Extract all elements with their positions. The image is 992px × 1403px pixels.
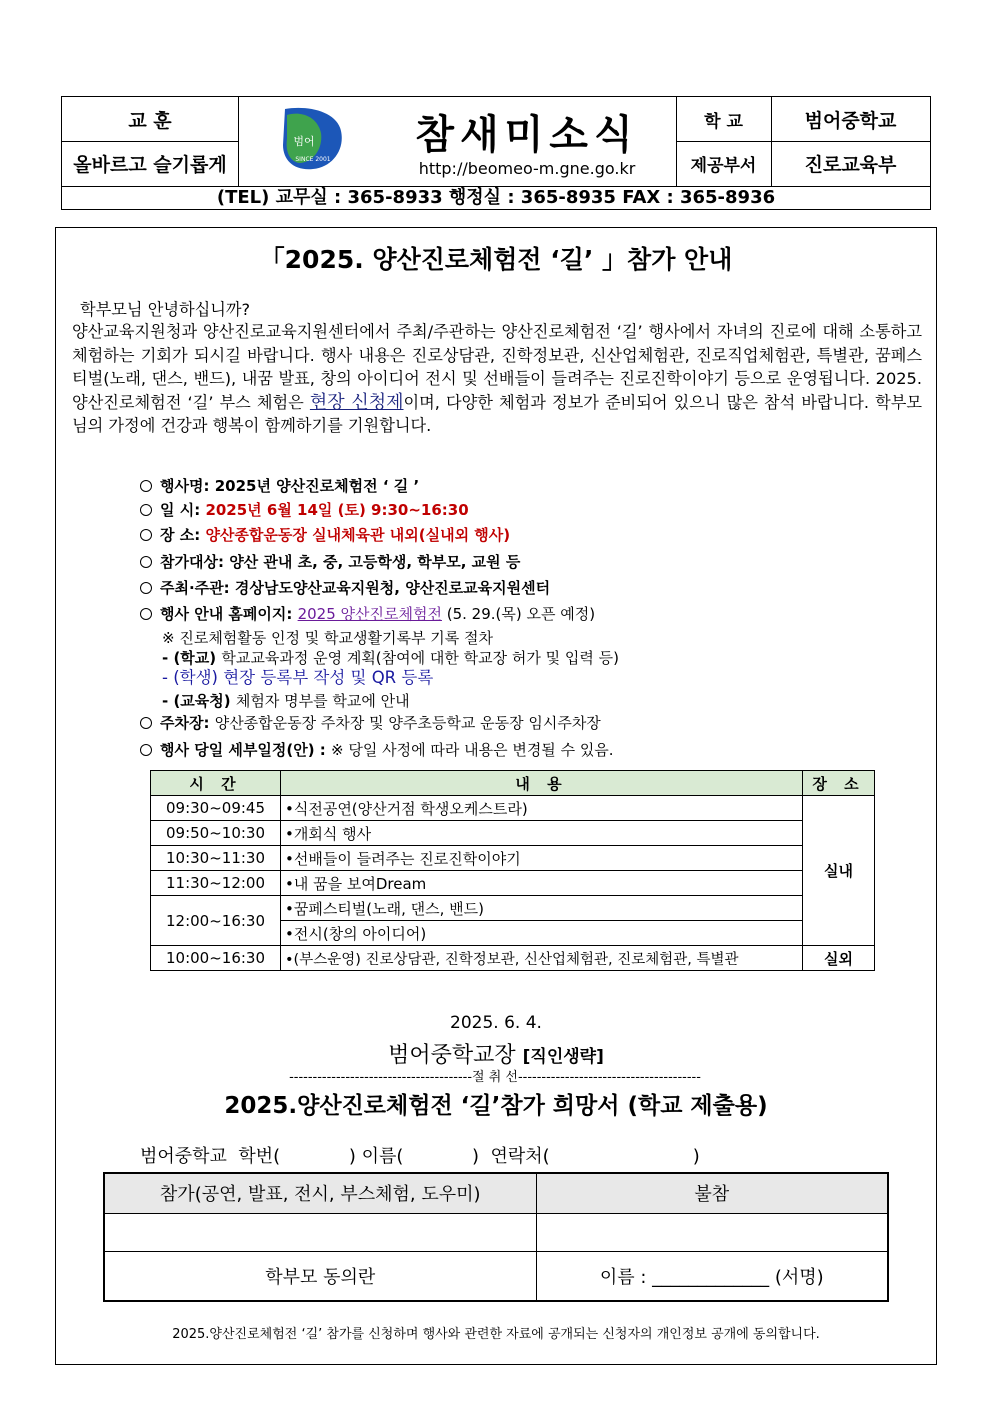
participation-form — [103, 1172, 889, 1302]
school-logo — [277, 105, 347, 173]
motto-label: 교 훈 — [128, 109, 172, 132]
note-title: ※ 진로체험활동 인정 및 학교생활기록부 기록 절차 — [162, 629, 493, 647]
onsite-registration-highlight: 현장 신청제 — [309, 391, 404, 413]
table-row: 12:00~16:30 •꿈페스티벌(노래, 댄스, 밴드) — [151, 896, 875, 921]
document-title: 「2025. 양산진로체험전 ‘길’ 」참가 안내 — [259, 245, 733, 274]
dept-label: 제공부서 — [690, 156, 757, 176]
school-name: 범어중학교 — [804, 109, 897, 132]
absent-column: 불참 — [536, 1173, 888, 1213]
item-host: 주최·주관: 경상남도양산교육지원청, 양산진로교육지원센터 — [140, 578, 550, 598]
bullet-circle-icon — [140, 504, 152, 516]
item-schedule: 행사 당일 세부일정(안) : ※ 당일 사정에 따라 내용은 변경될 수 있음. — [140, 740, 614, 760]
header-content: 내 용 — [281, 771, 803, 796]
bullet-circle-icon — [140, 556, 152, 568]
cut-line: ---------------------------------------절 취 선--------------------------------------- — [289, 1070, 701, 1085]
bullet-circle-icon — [140, 744, 152, 756]
attend-checkbox-cell[interactable] — [104, 1213, 536, 1251]
attend-column: 참가(공연, 발표, 전시, 부스체험, 도우미) — [104, 1173, 536, 1213]
item-homepage: 행사 안내 홈페이지: 2025 양산진로체험전 (5. 29.(목) 오픈 예정) — [140, 604, 595, 624]
bullet-circle-icon — [140, 529, 152, 541]
absent-checkbox-cell[interactable] — [536, 1213, 888, 1251]
school-url[interactable]: http://beomeo-m.gne.go.kr — [418, 159, 636, 178]
logo-since: SINCE 2001 — [295, 156, 331, 163]
school-label: 학 교 — [704, 111, 743, 132]
table-header-row — [151, 771, 875, 796]
principal-signature: 범어중학교장 [직인생략] — [388, 1043, 604, 1068]
parent-consent-label: 학부모 동의란 — [104, 1251, 536, 1301]
note-office: - (교육청) 체험자 명부를 학교에 안내 — [162, 692, 410, 710]
motto: 올바르고 슬기롭게 — [73, 154, 227, 176]
intro-paragraph: 양산교육지원청과 양산진로교육지원센터에서 주최/주관하는 양산진로체험전 ‘길’ 행사에서 자녀의 진로에 대해 소통하고 체험하는 기회가 되시길 바랍니다. 행사 내용은 진로상담관, 진학정보관, 신산업체험관, 진로직업체험관, 특별관, 꿈페스티벌(노래, 댄스, 밴드), 내꿈 발표, 창의 아이디어 전시 및 선배들이 들려주는 진로진학이야기 등으로 운영됩니다. 2025. 양산진로체험전 ‘길’ 부스 체험은 현장 신청제이며, 다양한 체험과 정보가 준비되어 있으니 많은 참석 바랍니다. 학부모님의 가정에 건강과 행복이 함께하기를 기원합니다. — [72, 322, 923, 436]
item-date: 일 시: 2025년 6월 14일 (토) 9:30~16:30 — [140, 500, 469, 520]
table-row: 11:30~12:00 •내 꿈을 보여Dream — [151, 871, 875, 896]
place-outdoor: 실외 — [803, 946, 875, 971]
parent-signature-field[interactable]: 이름 : _____________ (서명) — [536, 1251, 888, 1301]
logo-text: 범어 — [293, 135, 315, 148]
newsletter-header — [61, 96, 931, 210]
table-row: 09:30~09:45 •식전공연(양산거점 학생오케스트라) 실내 — [151, 796, 875, 821]
table-row: 09:50~10:30 •개회식 행사 — [151, 821, 875, 846]
bullet-circle-icon — [140, 608, 152, 620]
greeting: 학부모님 안녕하십니까? — [80, 300, 251, 319]
header-place: 장 소 — [803, 771, 875, 796]
note-school: - (학교) 학교교육과정 운영 계획(참여에 대한 학교장 허가 및 입력 등) — [162, 649, 619, 667]
place-indoor: 실내 — [803, 796, 875, 946]
student-info-line: 범어중학교 학번( ) 이름( ) 연락처( ) — [140, 1146, 700, 1167]
bullet-circle-icon — [140, 480, 152, 492]
bullet-circle-icon — [140, 717, 152, 729]
item-parking: 주차장: 양산종합운동장 주차장 및 양주초등학교 운동장 임시주차장 — [140, 713, 601, 733]
homepage-link[interactable]: 2025 양산진로체험전 — [297, 605, 442, 623]
privacy-consent-text: 2025.양산진로체험전 ‘길’ 참가를 신청하며 행사와 관련한 자료에 공개되는 신청자의 개인정보 공개에 동의합니다. — [172, 1327, 820, 1342]
note-student: - (학생) 현장 등록부 작성 및 QR 등록 — [162, 668, 434, 687]
dept-name: 진로교육부 — [804, 154, 897, 176]
item-place: 장 소: 양산종합운동장 실내체육관 내외(실내외 행사) — [140, 525, 510, 545]
issue-date: 2025. 6. 4. — [450, 1013, 542, 1033]
contact-tel: (TEL) 교무실 : 365-8933 행정실 : 365-8935 FAX : 365-8936 — [216, 187, 776, 208]
table-row: •전시(창의 아이디어) — [151, 921, 875, 946]
schedule-table — [150, 770, 875, 971]
form-title: 2025.양산진로체험전 ‘길’참가 희망서 (학교 제출용) — [224, 1093, 768, 1119]
header-time: 시 간 — [151, 771, 281, 796]
item-event-name: 행사명: 2025년 양산진로체험전 ‘ 길 ’ — [140, 476, 419, 496]
table-row: 10:00~16:30 •(부스운영) 진로상담관, 진학정보관, 신산업체험관, 진로체험관, 특별관 실외 — [151, 946, 875, 971]
table-row: 10:30~11:30 •선배들이 들려주는 진로진학이야기 — [151, 846, 875, 871]
newsletter-title: 참새미소식 — [415, 112, 639, 158]
item-target: 참가대상: 양산 관내 초, 중, 고등학생, 학부모, 교원 등 — [140, 552, 520, 572]
bullet-circle-icon — [140, 582, 152, 594]
